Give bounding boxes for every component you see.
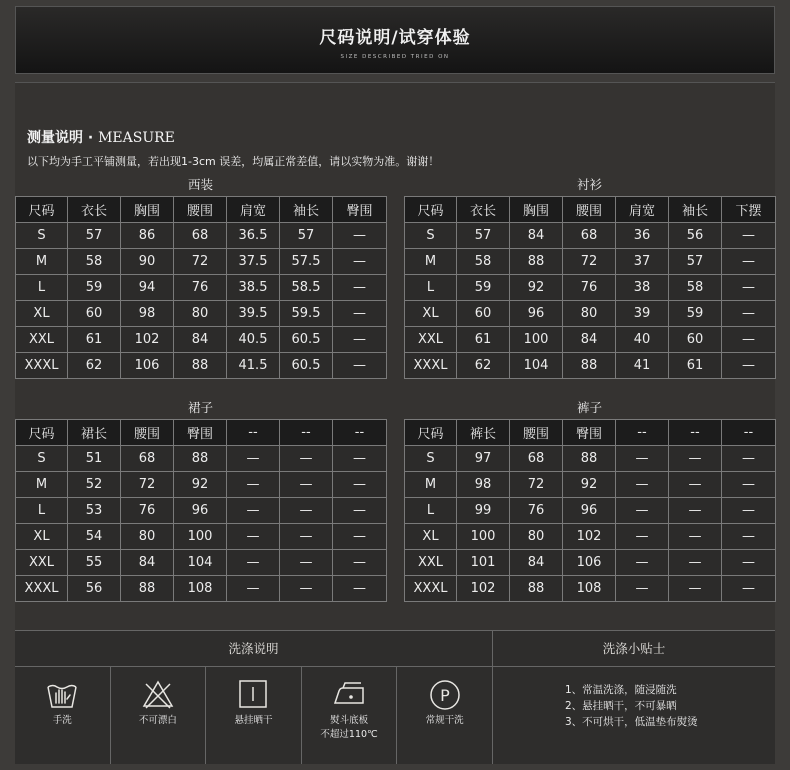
column-header: 衣长 — [68, 197, 121, 223]
measure-title-en: MEASURE — [98, 130, 175, 146]
table-cell: — — [333, 301, 387, 327]
table-header-row — [405, 420, 776, 446]
table-cell: XXL — [405, 550, 457, 576]
wash-item-label: 悬挂晒干 — [234, 715, 273, 726]
page-title: 尺码说明/试穿体验 — [319, 28, 471, 48]
table-row — [16, 353, 387, 379]
table-cell: 84 — [121, 550, 174, 576]
table-cell: 60.5 — [280, 327, 333, 353]
table-cell: 76 — [121, 498, 174, 524]
table-cell: 72 — [563, 249, 616, 275]
page-subtitle: SIZE DESCRIBED TRIED ON — [340, 54, 450, 60]
table-cell: 40 — [616, 327, 669, 353]
table-cell: — — [333, 498, 387, 524]
table-cell: 61 — [669, 353, 722, 379]
table-cell: 59 — [669, 301, 722, 327]
table-row — [405, 327, 776, 353]
wash-tip: 2、悬挂晒干，不可暴晒 — [565, 700, 677, 712]
table-cell: — — [333, 353, 387, 379]
table-cell: 60 — [457, 301, 510, 327]
table-cell: — — [616, 498, 669, 524]
table-cell: — — [333, 472, 387, 498]
table-cell: — — [722, 472, 776, 498]
table-cell: 52 — [68, 472, 121, 498]
table-cell: S — [405, 446, 457, 472]
table-cell: XXL — [405, 327, 457, 353]
table-cell: 94 — [121, 275, 174, 301]
table-cell: — — [669, 576, 722, 602]
table-cell: 72 — [121, 472, 174, 498]
table-cell: 88 — [510, 249, 563, 275]
table-row — [405, 353, 776, 379]
table-cell: 88 — [563, 353, 616, 379]
dry-clean-icon — [428, 679, 462, 711]
column-header: 腰围 — [563, 197, 616, 223]
table-cell: 38 — [616, 275, 669, 301]
table-cell: — — [722, 223, 776, 249]
column-header: 裤长 — [457, 420, 510, 446]
table-row — [16, 301, 387, 327]
iron-low-icon — [331, 679, 367, 709]
table-cell: — — [227, 472, 280, 498]
table-cell: — — [669, 446, 722, 472]
table-row — [16, 446, 387, 472]
table-cell: — — [280, 550, 333, 576]
table-header-row — [16, 197, 387, 223]
column-header: 下摆 — [722, 197, 776, 223]
table-cell: 96 — [174, 498, 227, 524]
table-cell: XL — [405, 301, 457, 327]
table-row — [16, 223, 387, 249]
measure-title-sep: · — [83, 130, 99, 146]
column-header: 肩宽 — [227, 197, 280, 223]
wash-item-label: 不可漂白 — [138, 715, 177, 726]
wash-item-no-bleach — [111, 667, 207, 764]
table-cell: 41.5 — [227, 353, 280, 379]
measure-note: 以下均为手工平铺测量，若出现1-3cm 误差，均属正常差值，请以实物为准。谢谢！ — [27, 155, 440, 168]
table-cell: 84 — [174, 327, 227, 353]
table-cell: M — [405, 249, 457, 275]
table-cell: 108 — [563, 576, 616, 602]
wash-item-label: 熨斗底板 — [330, 715, 369, 726]
table-cell: — — [616, 446, 669, 472]
table-cell: 41 — [616, 353, 669, 379]
table-row — [16, 498, 387, 524]
table-cell: — — [616, 472, 669, 498]
table-cell: 38.5 — [227, 275, 280, 301]
table-cell: 57.5 — [280, 249, 333, 275]
table-row — [405, 301, 776, 327]
table-cell: M — [16, 472, 68, 498]
wash-tips-title: 洗涤小贴士 — [492, 630, 775, 667]
table-cell: — — [669, 472, 722, 498]
table-cell: 80 — [510, 524, 563, 550]
table-cell: 68 — [174, 223, 227, 249]
table-cell: 60 — [669, 327, 722, 353]
table-cell: 58 — [669, 275, 722, 301]
table-cell: 61 — [68, 327, 121, 353]
table-row — [405, 249, 776, 275]
table-cell: — — [722, 498, 776, 524]
column-header: -- — [280, 420, 333, 446]
table-cell: — — [333, 550, 387, 576]
table-cell: — — [280, 472, 333, 498]
table-cell: — — [722, 301, 776, 327]
table-row — [405, 223, 776, 249]
table-cell: M — [16, 249, 68, 275]
wash-title: 洗涤说明 — [15, 630, 492, 667]
table-row — [405, 498, 776, 524]
wash-item-hang-dry — [206, 667, 302, 764]
table-cell: 37.5 — [227, 249, 280, 275]
table-cell: 88 — [121, 576, 174, 602]
hang-dry-icon — [236, 679, 270, 709]
table-cell: 88 — [174, 353, 227, 379]
table-cell: 72 — [174, 249, 227, 275]
table-cell: — — [616, 576, 669, 602]
table-cell: — — [227, 446, 280, 472]
column-header: 腰围 — [121, 420, 174, 446]
column-header: -- — [722, 420, 776, 446]
table-cell: — — [722, 275, 776, 301]
wash-item-label: 常规干洗 — [425, 715, 464, 726]
table-cell: 59 — [457, 275, 510, 301]
column-header: -- — [333, 420, 387, 446]
table-cell: 68 — [563, 223, 616, 249]
table-cell: XL — [405, 524, 457, 550]
table-cell: 80 — [174, 301, 227, 327]
table-cell: 37 — [616, 249, 669, 275]
table-cell: — — [722, 327, 776, 353]
column-header: 尺码 — [405, 197, 457, 223]
column-header: 尺码 — [405, 420, 457, 446]
table-cell: 96 — [510, 301, 563, 327]
table-cell: 80 — [563, 301, 616, 327]
table-row — [405, 446, 776, 472]
table-cell: — — [227, 498, 280, 524]
table-cell: — — [333, 446, 387, 472]
table-cell: 104 — [174, 550, 227, 576]
table-cell: S — [16, 223, 68, 249]
table-cell: XXXL — [16, 576, 68, 602]
column-header: 胸围 — [121, 197, 174, 223]
table-row — [16, 550, 387, 576]
column-header: 袖长 — [280, 197, 333, 223]
column-header: 尺码 — [16, 197, 68, 223]
column-header: 胸围 — [510, 197, 563, 223]
table-cell: — — [669, 498, 722, 524]
table-cell: 58 — [68, 249, 121, 275]
table-cell: 55 — [68, 550, 121, 576]
table-cell: 88 — [563, 446, 616, 472]
table-cell: — — [616, 550, 669, 576]
skirt-size-table — [15, 419, 387, 602]
svg-text:P: P — [439, 686, 450, 705]
table-cell: 92 — [563, 472, 616, 498]
table-row — [405, 576, 776, 602]
table-cell: — — [333, 524, 387, 550]
table-cell: 99 — [457, 498, 510, 524]
table-cell: 62 — [457, 353, 510, 379]
table-cell: — — [333, 223, 387, 249]
table-cell: — — [280, 576, 333, 602]
table-row — [16, 576, 387, 602]
table-cell: — — [333, 576, 387, 602]
table-cell: — — [333, 275, 387, 301]
table-cell: 108 — [174, 576, 227, 602]
table-cell: 61 — [457, 327, 510, 353]
table-cell: 100 — [174, 524, 227, 550]
table-cell: XXL — [16, 327, 68, 353]
table-cell: 59 — [68, 275, 121, 301]
column-header: 臀围 — [333, 197, 387, 223]
header-banner — [15, 6, 775, 74]
table-cell: 104 — [510, 353, 563, 379]
wash-item-iron — [302, 667, 398, 764]
column-header: -- — [616, 420, 669, 446]
table-cell: — — [227, 524, 280, 550]
table-cell: — — [722, 249, 776, 275]
table-cell: 51 — [68, 446, 121, 472]
table-cell: 84 — [510, 550, 563, 576]
table-row — [16, 249, 387, 275]
table-cell: — — [722, 524, 776, 550]
table-cell: 106 — [121, 353, 174, 379]
wash-item-label-2: 不超过110℃ — [320, 729, 378, 740]
table-cell: 54 — [68, 524, 121, 550]
column-header: -- — [227, 420, 280, 446]
hand-wash-icon — [45, 679, 79, 709]
table-cell: 102 — [457, 576, 510, 602]
table-cell: 36 — [616, 223, 669, 249]
table-cell: 57 — [669, 249, 722, 275]
table-cell: 84 — [510, 223, 563, 249]
shirt-caption: 衬衫 — [576, 177, 602, 192]
table-cell: — — [669, 524, 722, 550]
table-header-row — [16, 420, 387, 446]
table-cell: 84 — [563, 327, 616, 353]
table-cell: 100 — [457, 524, 510, 550]
table-cell: 60 — [68, 301, 121, 327]
wash-tip: 1、常温洗涤，随浸随洗 — [565, 684, 677, 696]
table-cell: — — [227, 576, 280, 602]
table-cell: 101 — [457, 550, 510, 576]
wash-tip: 3、不可烘干，低温垫布熨烫 — [565, 716, 698, 728]
table-cell: 86 — [121, 223, 174, 249]
table-row — [405, 524, 776, 550]
wash-section — [15, 630, 775, 764]
wash-item-hand-wash — [15, 667, 111, 764]
table-cell: 39 — [616, 301, 669, 327]
no-bleach-icon — [141, 679, 175, 709]
column-header: 衣长 — [457, 197, 510, 223]
column-header: 腰围 — [510, 420, 563, 446]
size-panel — [15, 82, 775, 630]
shirt-size-table — [404, 196, 776, 379]
table-cell: 60.5 — [280, 353, 333, 379]
table-cell: 106 — [563, 550, 616, 576]
table-cell: 58 — [457, 249, 510, 275]
table-cell: S — [16, 446, 68, 472]
table-header-row — [405, 197, 776, 223]
table-row — [16, 472, 387, 498]
table-cell: — — [669, 550, 722, 576]
table-cell: — — [333, 249, 387, 275]
table-cell: M — [405, 472, 457, 498]
table-cell: 56 — [669, 223, 722, 249]
table-cell: 92 — [174, 472, 227, 498]
table-cell: — — [722, 353, 776, 379]
table-cell: — — [227, 550, 280, 576]
table-cell: 68 — [510, 446, 563, 472]
table-cell: 100 — [510, 327, 563, 353]
table-cell: L — [16, 498, 68, 524]
column-header: 肩宽 — [616, 197, 669, 223]
table-cell: 98 — [121, 301, 174, 327]
table-cell: — — [722, 550, 776, 576]
table-cell: XL — [16, 524, 68, 550]
table-cell: 76 — [174, 275, 227, 301]
pants-caption: 裤子 — [576, 400, 602, 415]
table-cell: 88 — [510, 576, 563, 602]
table-cell: — — [280, 524, 333, 550]
table-cell: 102 — [563, 524, 616, 550]
table-cell: 57 — [457, 223, 510, 249]
table-row — [405, 275, 776, 301]
measure-title-cn: 测量说明 — [27, 130, 83, 146]
column-header: 裙长 — [68, 420, 121, 446]
table-cell: — — [722, 576, 776, 602]
table-cell: 53 — [68, 498, 121, 524]
table-cell: — — [722, 446, 776, 472]
column-header: 臀围 — [174, 420, 227, 446]
table-cell: XXXL — [405, 576, 457, 602]
table-cell: 97 — [457, 446, 510, 472]
table-row — [16, 327, 387, 353]
table-cell: 76 — [563, 275, 616, 301]
wash-tips — [492, 667, 775, 764]
table-cell: 36.5 — [227, 223, 280, 249]
table-cell: 76 — [510, 498, 563, 524]
table-cell: 96 — [563, 498, 616, 524]
table-row — [16, 524, 387, 550]
table-cell: L — [405, 275, 457, 301]
table-cell: XXXL — [405, 353, 457, 379]
pants-size-table — [404, 419, 776, 602]
table-cell: 92 — [510, 275, 563, 301]
skirt-caption: 裙子 — [187, 400, 213, 415]
column-header: 袖长 — [669, 197, 722, 223]
table-cell: 57 — [280, 223, 333, 249]
table-row — [16, 275, 387, 301]
table-cell: L — [16, 275, 68, 301]
table-cell: 62 — [68, 353, 121, 379]
table-cell: 102 — [121, 327, 174, 353]
table-cell: 56 — [68, 576, 121, 602]
table-cell: XXL — [16, 550, 68, 576]
table-cell: 68 — [121, 446, 174, 472]
table-cell: L — [405, 498, 457, 524]
table-cell: 80 — [121, 524, 174, 550]
table-cell: — — [333, 327, 387, 353]
table-cell: XL — [16, 301, 68, 327]
table-cell: 88 — [174, 446, 227, 472]
table-cell: — — [280, 498, 333, 524]
suit-size-table — [15, 196, 387, 379]
table-row — [405, 550, 776, 576]
table-cell: S — [405, 223, 457, 249]
wash-item-label: 手洗 — [52, 715, 72, 726]
table-cell: 90 — [121, 249, 174, 275]
table-cell: 98 — [457, 472, 510, 498]
table-cell: — — [616, 524, 669, 550]
measure-title — [27, 127, 175, 147]
table-cell: 72 — [510, 472, 563, 498]
table-cell: XXXL — [16, 353, 68, 379]
table-cell: 59.5 — [280, 301, 333, 327]
column-header: 尺码 — [16, 420, 68, 446]
column-header: 腰围 — [174, 197, 227, 223]
table-row — [405, 472, 776, 498]
column-header: -- — [669, 420, 722, 446]
table-cell: 40.5 — [227, 327, 280, 353]
table-cell: 58.5 — [280, 275, 333, 301]
table-cell: 39.5 — [227, 301, 280, 327]
wash-icons-row — [15, 667, 492, 764]
table-cell: 57 — [68, 223, 121, 249]
column-header: 臀围 — [563, 420, 616, 446]
table-cell: — — [280, 446, 333, 472]
suit-caption: 西装 — [187, 177, 213, 192]
wash-item-dry-clean — [397, 667, 492, 764]
